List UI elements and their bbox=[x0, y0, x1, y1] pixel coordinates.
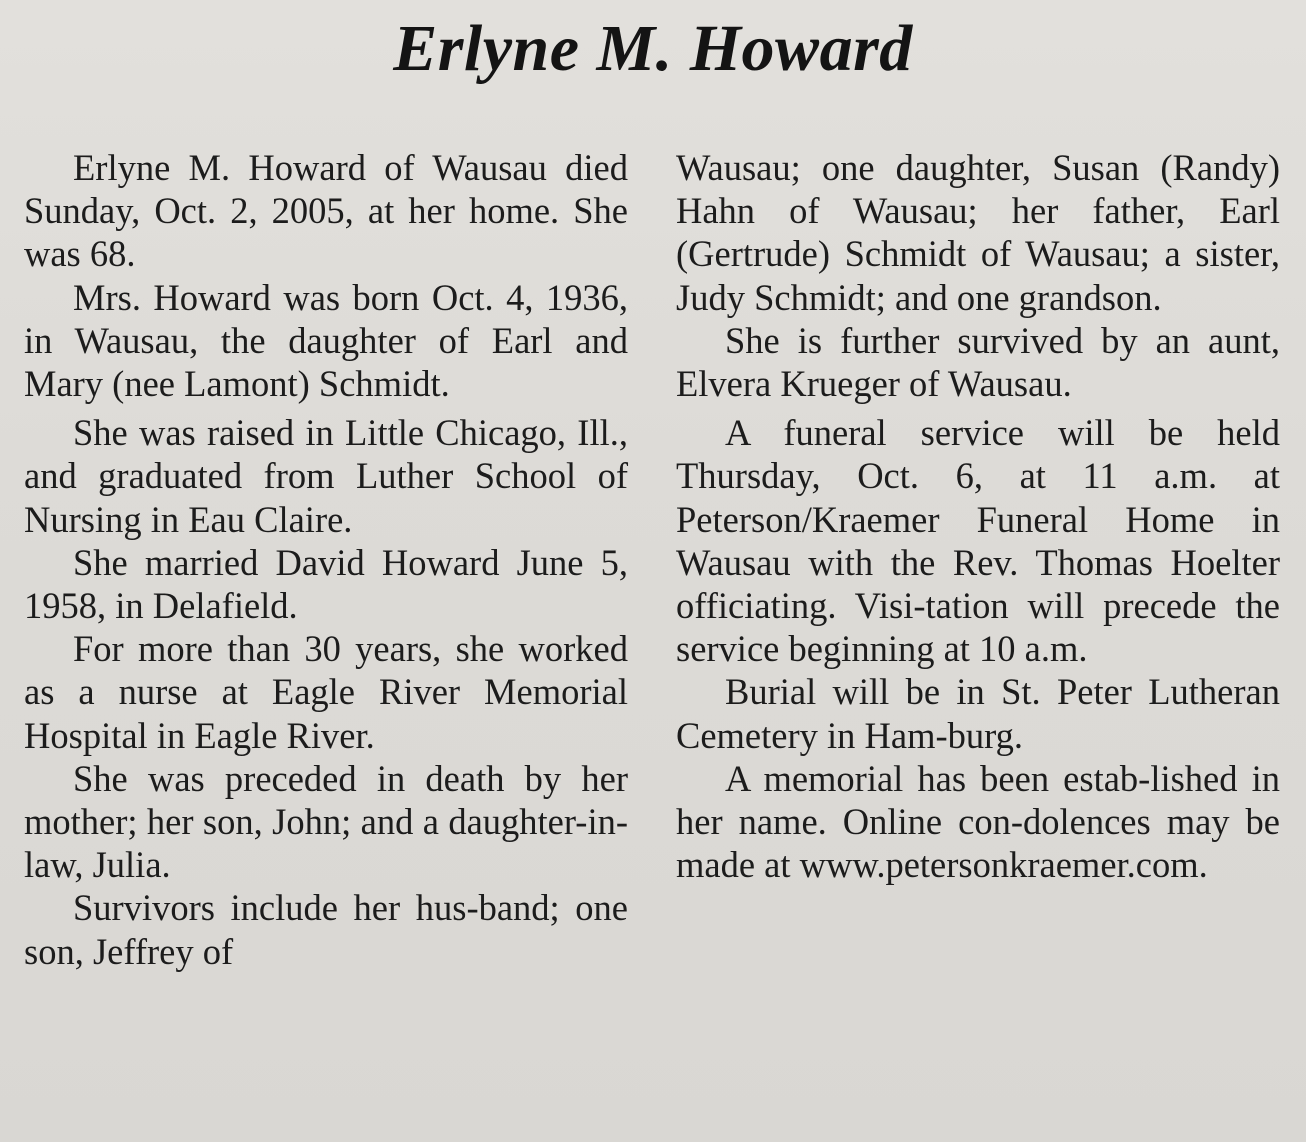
paragraph: Survivors include her hus-band; one son, Jeffrey of bbox=[24, 887, 628, 972]
paragraph: Erlyne M. Howard of Wausau died Sunday, Oct. 2, 2005, at her home. She was 68. bbox=[24, 147, 628, 275]
paragraph: A funeral service will be held Thursday, Oct. 6, at 11 a.m. at Peterson/Kraemer Funeral Home in Wausau with the Rev. Thomas Hoelter officiating. Visi-tation will precede the service beginning at 10 a.m. bbox=[676, 412, 1280, 670]
paragraph: She married David Howard June 5, 1958, in Delafield. bbox=[24, 541, 628, 627]
paragraph: Wausau; one daughter, Susan (Randy) Hahn of Wausau; her father, Earl (Gertrude) Schmidt of Wausau; a sister, Judy Schmidt; and one grandson. bbox=[676, 147, 1280, 318]
paragraph: For more than 30 years, she worked as a nurse at Eagle River Memorial Hospital in Eagle River. bbox=[24, 628, 628, 756]
left-column bbox=[24, 146, 628, 973]
paragraph: She was raised in Little Chicago, Ill., and graduated from Luther School of Nursing in Eau Claire. bbox=[24, 412, 628, 540]
paragraph: A memorial has been estab-lished in her name. Online con-dolences may be made at www.petersonkraemer.com. bbox=[676, 757, 1280, 886]
paragraph: Mrs. Howard was born Oct. 4, 1936, in Wausau, the daughter of Earl and Mary (nee Lamont) Schmidt. bbox=[24, 276, 628, 405]
paragraph: She was preceded in death by her mother; her son, John; and a daughter-in-law, Julia. bbox=[24, 757, 628, 886]
right-column bbox=[676, 146, 1280, 886]
paragraph: Burial will be in St. Peter Lutheran Cemetery in Ham-burg. bbox=[676, 671, 1280, 756]
paragraph: She is further survived by an aunt, Elvera Krueger of Wausau. bbox=[676, 319, 1280, 405]
headline: Erlyne M. Howard bbox=[393, 12, 913, 85]
